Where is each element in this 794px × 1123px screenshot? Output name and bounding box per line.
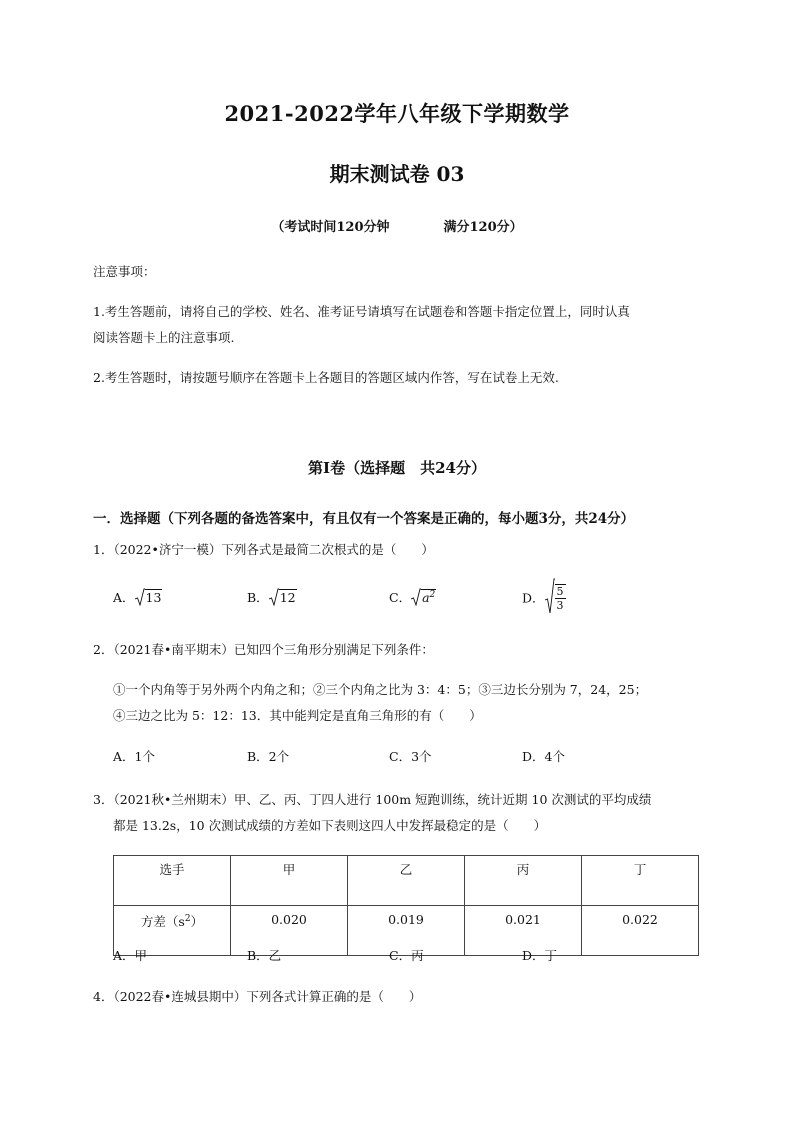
sqrt-symbol-icon: [411, 588, 421, 609]
exam-title: 2021-2022学年八年级下学期数学: [224, 101, 570, 126]
q2-conditions-line-1: ①一个内角等于另外两个内角之和；②三个内角之比为 3：4：5；③三边长分别为 7，24，25；: [113, 682, 648, 697]
q2-option-a[interactable]: A．1个: [113, 749, 155, 764]
q3-option-d[interactable]: D．丁: [522, 948, 558, 963]
q2-conditions-line-2: ④三边之比为 5：12：13．其中能判定是直角三角形的有（ ）: [113, 708, 482, 723]
q1-option-c-radicand: a: [422, 590, 430, 605]
exam-subtitle: 期末测试卷 03: [329, 162, 465, 186]
q1-option-b-radicand: 12: [279, 590, 296, 605]
full-score: 满分120分）: [443, 220, 523, 235]
notice-item-2: 2.考生答题时，请按题号顺序在答题卡上各题目的答题区域内作答，写在试卷上无效.: [93, 370, 559, 385]
q1-option-a[interactable]: [113, 588, 162, 609]
variance-table: [113, 855, 699, 956]
q3-stem-line-1: 3．（2021秋•兰州期末）甲、乙、丙、丁四人进行 100m 短跑训练，统计近期 10 次测试的平均成绩: [93, 792, 652, 807]
q1-option-d[interactable]: [522, 578, 566, 617]
q1-option-d-denominator: 3: [556, 598, 564, 612]
row-label-close: ）: [190, 914, 204, 929]
section-heading: 一．选择题（下列各题的备选答案中，有且仅有一个答案是正确的，每小题3分，共24分）: [93, 511, 635, 527]
q1-option-d-fraction: [555, 584, 566, 612]
notice-item-1-line-1: 1.考生答题前，请将自己的学校、姓名、准考证号请填写在试题卷和答题卡指定位置上，同时认真: [93, 304, 630, 319]
sqrt-symbol-icon: [545, 578, 555, 617]
table-header-cell: 乙: [348, 856, 465, 906]
table-cell: 0.022: [582, 906, 699, 956]
q1-option-a-radicand: 13: [145, 590, 162, 605]
q1-option-c-exponent: 2: [429, 589, 436, 600]
exam-time: （考试时间120分钟: [271, 220, 390, 235]
q3-stem-line-2: 都是 13.2s，10 次测试成绩的方差如下表则这四人中发挥最稳定的是（ ）: [113, 818, 547, 833]
q1-option-d-label: D．: [522, 590, 545, 606]
q1-option-b[interactable]: [247, 588, 297, 609]
table-cell: 0.020: [231, 906, 348, 956]
q2-option-c[interactable]: C．3个: [389, 749, 432, 764]
q3-option-c[interactable]: C．丙: [389, 948, 424, 963]
q4-stem: 4．（2022春•连城县期中）下列各式计算正确的是（ ）: [93, 989, 422, 1004]
table-header-row: [114, 856, 699, 906]
q1-option-c-label: C．: [389, 590, 412, 605]
row-label-text: 方差（s: [140, 914, 185, 929]
notice-label: 注意事项：: [93, 264, 156, 279]
section-title: 第Ⅰ卷（选择题 共24分）: [308, 459, 486, 477]
q1-option-c[interactable]: [389, 588, 436, 609]
table-header-cell: 甲: [231, 856, 348, 906]
table-header-cell: 丙: [465, 856, 582, 906]
notice-item-1-line-2: 阅读答题卡上的注意事项.: [93, 330, 235, 345]
sqrt-symbol-icon: [135, 588, 145, 609]
q2-stem: 2．（2021春•南平期末）已知四个三角形分别满足下列条件：: [93, 642, 434, 657]
sqrt-symbol-icon: [269, 588, 279, 609]
table-header-cell: 选手: [114, 856, 231, 906]
q2-option-b[interactable]: B．2个: [247, 749, 290, 764]
table-cell: 0.021: [465, 906, 582, 956]
q1-option-d-numerator: 5: [556, 584, 564, 598]
exam-info: [0, 216, 794, 235]
q3-option-a[interactable]: A．甲: [113, 948, 148, 963]
table-header-cell: 丁: [582, 856, 699, 906]
q1-option-b-label: B．: [247, 590, 269, 605]
q1-stem: 1．（2022•济宁一模）下列各式是最简二次根式的是（ ）: [93, 542, 434, 557]
q1-option-a-label: A．: [113, 590, 135, 605]
q3-option-b[interactable]: B．乙: [247, 948, 282, 963]
table-cell: 0.019: [348, 906, 465, 956]
q2-option-d[interactable]: D．4个: [522, 749, 565, 764]
row-label-exponent: 2: [184, 913, 191, 924]
